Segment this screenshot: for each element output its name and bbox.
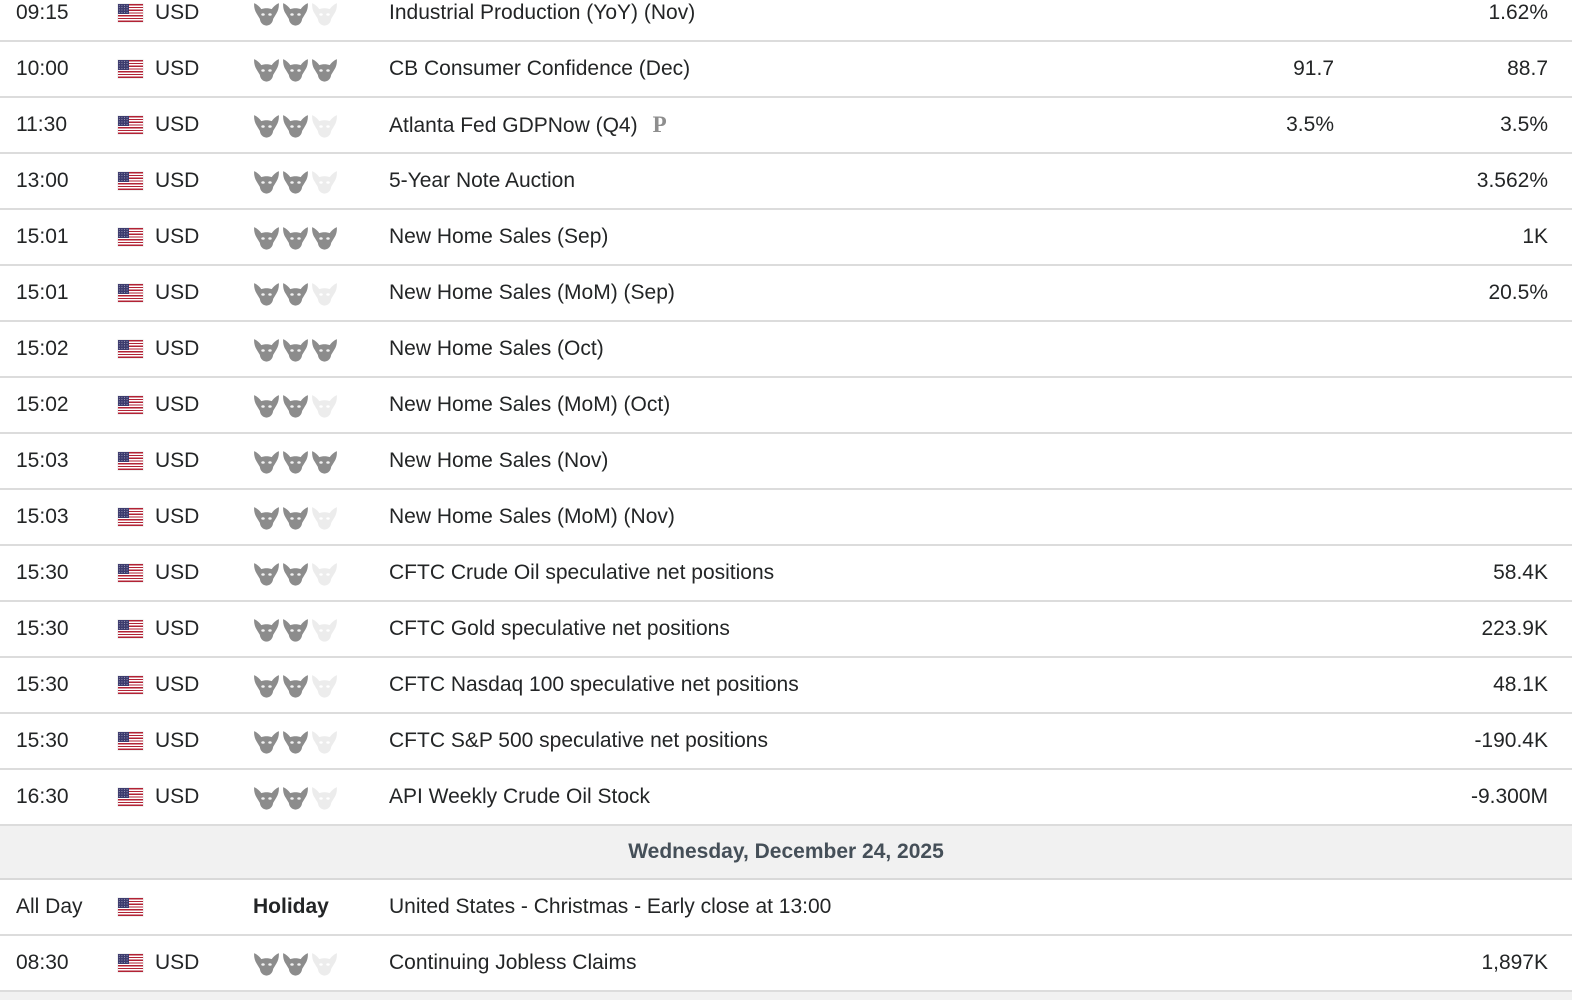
bull-icon <box>311 561 338 586</box>
bull-icon <box>311 225 338 250</box>
currency-code: USD <box>155 561 200 584</box>
event-time: 13:00 <box>16 169 69 192</box>
event-row[interactable] <box>0 322 1572 378</box>
bull-icon <box>282 113 309 138</box>
event-name[interactable]: New Home Sales (MoM) (Nov) <box>389 505 675 528</box>
event-time: 16:30 <box>16 785 69 808</box>
flag-cell <box>118 898 155 916</box>
bull-icon <box>253 449 280 474</box>
us-flag-icon <box>118 172 143 190</box>
forecast-value: 91.7 <box>1293 57 1334 80</box>
bull-icon <box>253 617 280 642</box>
event-cell <box>389 561 1168 585</box>
bull-icon <box>311 449 338 474</box>
event-name[interactable]: CB Consumer Confidence (Dec) <box>389 57 691 80</box>
event-cell <box>389 57 1168 81</box>
event-cell <box>389 951 1168 975</box>
event-name[interactable]: New Home Sales (Oct) <box>389 337 604 360</box>
bull-icon <box>282 673 309 698</box>
us-flag-icon <box>118 508 143 526</box>
event-name[interactable]: New Home Sales (MoM) (Oct) <box>389 393 671 416</box>
event-name[interactable]: API Weekly Crude Oil Stock <box>389 785 651 808</box>
flag-cell <box>118 340 155 358</box>
us-flag-icon <box>118 788 143 806</box>
bull-icon <box>311 951 338 976</box>
event-cell <box>389 225 1168 249</box>
bull-icon <box>253 561 280 586</box>
bull-icon <box>282 785 309 810</box>
bull-icon <box>311 169 338 194</box>
importance-bulls <box>253 561 389 586</box>
previous-value: -9.300M <box>1470 785 1548 808</box>
event-time: 15:03 <box>16 505 69 528</box>
bull-icon <box>253 1 280 26</box>
bull-icon <box>253 169 280 194</box>
us-flag-icon <box>118 228 143 246</box>
event-row[interactable] <box>0 490 1572 546</box>
holiday-row[interactable] <box>0 880 1572 936</box>
bull-icon <box>253 951 280 976</box>
us-flag-icon <box>118 4 143 22</box>
event-name[interactable]: New Home Sales (Sep) <box>389 225 609 248</box>
event-time: 09:15 <box>16 1 69 24</box>
previous-value: 1K <box>1522 225 1548 248</box>
event-row[interactable] <box>0 266 1572 322</box>
currency-code: USD <box>155 449 200 472</box>
event-time: 10:00 <box>16 57 69 80</box>
event-row[interactable] <box>0 98 1572 154</box>
event-name[interactable]: United States - Christmas - Early close at 13:00 <box>389 895 832 918</box>
currency-code: USD <box>155 785 200 808</box>
bull-icon <box>253 393 280 418</box>
currency-code: USD <box>155 393 200 416</box>
event-name[interactable]: New Home Sales (MoM) (Sep) <box>389 281 675 304</box>
event-row[interactable] <box>0 378 1572 434</box>
event-cell <box>389 337 1168 361</box>
currency-code: USD <box>155 337 200 360</box>
event-time: 15:02 <box>16 393 69 416</box>
date-header-row <box>0 826 1572 880</box>
flag-cell <box>118 676 155 694</box>
flag-cell <box>118 60 155 78</box>
currency-code: USD <box>155 113 200 136</box>
bull-icon <box>311 393 338 418</box>
importance-bulls <box>253 673 389 698</box>
preliminary-icon: P <box>652 112 667 137</box>
bull-icon <box>253 505 280 530</box>
currency-code: USD <box>155 617 200 640</box>
bull-icon <box>282 57 309 82</box>
us-flag-icon <box>118 676 143 694</box>
bull-icon <box>253 785 280 810</box>
event-name[interactable]: Atlanta Fed GDPNow (Q4) <box>389 114 638 137</box>
event-name[interactable]: CFTC Nasdaq 100 speculative net positions <box>389 673 799 696</box>
importance-bulls <box>253 505 389 530</box>
event-time: 15:02 <box>16 337 69 360</box>
event-time: 15:01 <box>16 225 69 248</box>
previous-value: 1,897K <box>1481 951 1548 974</box>
bull-icon <box>282 337 309 362</box>
currency-code: USD <box>155 951 200 974</box>
currency-code: USD <box>155 225 200 248</box>
flag-cell <box>118 452 155 470</box>
event-row[interactable] <box>0 714 1572 770</box>
bull-icon <box>282 505 309 530</box>
previous-value: 48.1K <box>1493 673 1548 696</box>
currency-code: USD <box>155 169 200 192</box>
flag-cell <box>118 954 155 972</box>
event-row[interactable] <box>0 42 1572 98</box>
date-header-label: Wednesday, December 24, 2025 <box>628 840 944 863</box>
currency-code: USD <box>155 57 200 80</box>
currency-code: USD <box>155 729 200 752</box>
importance-bulls <box>253 449 389 474</box>
previous-value: 223.9K <box>1481 617 1548 640</box>
flag-cell <box>118 396 155 414</box>
importance-bulls <box>253 617 389 642</box>
event-cell <box>389 169 1168 193</box>
flag-cell <box>118 172 155 190</box>
event-time: 15:30 <box>16 561 69 584</box>
bull-icon <box>282 561 309 586</box>
bull-icon <box>311 785 338 810</box>
currency-code: USD <box>155 505 200 528</box>
bull-icon <box>282 1 309 26</box>
bull-icon <box>253 225 280 250</box>
us-flag-icon <box>118 898 143 916</box>
flag-cell <box>118 284 155 302</box>
event-time: 11:30 <box>16 113 67 136</box>
flag-cell <box>118 508 155 526</box>
event-name[interactable]: CFTC Crude Oil speculative net positions <box>389 561 775 584</box>
currency-code: USD <box>155 673 200 696</box>
event-row[interactable] <box>0 602 1572 658</box>
importance-bulls <box>253 393 389 418</box>
bull-icon <box>282 169 309 194</box>
bull-icon <box>253 673 280 698</box>
importance-bulls <box>253 729 389 754</box>
event-cell <box>389 895 1168 919</box>
event-cell <box>389 673 1168 697</box>
event-row[interactable] <box>0 0 1572 42</box>
bull-icon <box>282 449 309 474</box>
previous-value: 1.62% <box>1488 1 1548 24</box>
bull-icon <box>253 337 280 362</box>
previous-value: 20.5% <box>1488 281 1548 304</box>
event-name[interactable]: New Home Sales (Nov) <box>389 449 609 472</box>
bull-icon <box>282 617 309 642</box>
flag-cell <box>118 564 155 582</box>
bull-icon <box>311 1 338 26</box>
event-row[interactable] <box>0 210 1572 266</box>
flag-cell <box>118 4 155 22</box>
bull-icon <box>253 113 280 138</box>
event-cell <box>389 729 1168 753</box>
flag-cell <box>118 732 155 750</box>
importance-bulls <box>253 113 389 138</box>
currency-code: USD <box>155 1 200 24</box>
us-flag-icon <box>118 284 143 302</box>
importance-bulls <box>253 281 389 306</box>
flag-cell <box>118 620 155 638</box>
bull-icon <box>253 57 280 82</box>
event-cell <box>389 449 1168 473</box>
bull-icon <box>282 393 309 418</box>
importance-bulls <box>253 1 389 26</box>
event-row[interactable] <box>0 154 1572 210</box>
event-row[interactable] <box>0 434 1572 490</box>
bull-icon <box>282 225 309 250</box>
us-flag-icon <box>118 396 143 414</box>
bull-icon <box>311 505 338 530</box>
flag-cell <box>118 116 155 134</box>
bull-icon <box>282 951 309 976</box>
us-flag-icon <box>118 954 143 972</box>
bull-icon <box>311 113 338 138</box>
us-flag-icon <box>118 452 143 470</box>
event-time: 15:30 <box>16 729 69 752</box>
event-name[interactable]: 5-Year Note Auction <box>389 169 576 192</box>
event-cell <box>389 393 1168 417</box>
bull-icon <box>311 281 338 306</box>
flag-cell <box>118 228 155 246</box>
bull-icon <box>253 281 280 306</box>
event-row[interactable] <box>0 936 1572 992</box>
event-row[interactable] <box>0 658 1572 714</box>
event-name[interactable]: Continuing Jobless Claims <box>389 951 637 974</box>
event-time: 15:01 <box>16 281 69 304</box>
event-cell <box>389 281 1168 305</box>
next-date-header-partial <box>0 992 1572 1000</box>
event-name[interactable]: CFTC Gold speculative net positions <box>389 617 730 640</box>
bull-icon <box>311 617 338 642</box>
bull-icon <box>311 337 338 362</box>
event-cell <box>389 785 1168 809</box>
bull-icon <box>311 57 338 82</box>
event-name[interactable]: Industrial Production (YoY) (Nov) <box>389 1 696 24</box>
event-time: 15:03 <box>16 449 69 472</box>
us-flag-icon <box>118 60 143 78</box>
importance-bulls <box>253 225 389 250</box>
previous-value: 58.4K <box>1493 561 1548 584</box>
flag-cell <box>118 788 155 806</box>
importance-bulls <box>253 337 389 362</box>
previous-value: -190.4K <box>1474 729 1548 752</box>
event-name[interactable]: CFTC S&P 500 speculative net positions <box>389 729 768 752</box>
importance-bulls <box>253 57 389 82</box>
previous-value: 3.562% <box>1476 169 1548 192</box>
event-cell <box>389 617 1168 641</box>
holiday-label: Holiday <box>253 895 329 918</box>
us-flag-icon <box>118 340 143 358</box>
event-time: 15:30 <box>16 617 69 640</box>
event-row[interactable] <box>0 546 1572 602</box>
bull-icon <box>253 729 280 754</box>
event-row[interactable] <box>0 770 1572 826</box>
previous-value: 3.5% <box>1500 113 1548 136</box>
us-flag-icon <box>118 564 143 582</box>
event-cell <box>389 112 1168 138</box>
event-time: All Day <box>16 895 83 918</box>
importance-bulls <box>253 785 389 810</box>
bull-icon <box>311 673 338 698</box>
forecast-value: 3.5% <box>1286 113 1334 136</box>
us-flag-icon <box>118 116 143 134</box>
previous-value: 88.7 <box>1507 57 1548 80</box>
us-flag-icon <box>118 732 143 750</box>
currency-code: USD <box>155 281 200 304</box>
bull-icon <box>282 281 309 306</box>
us-flag-icon <box>118 620 143 638</box>
event-cell <box>389 505 1168 529</box>
event-cell <box>389 1 1168 25</box>
event-time: 08:30 <box>16 951 69 974</box>
bull-icon <box>311 729 338 754</box>
importance-bulls <box>253 951 389 976</box>
importance-bulls <box>253 169 389 194</box>
importance-bulls <box>253 895 389 919</box>
event-time: 15:30 <box>16 673 69 696</box>
bull-icon <box>282 729 309 754</box>
